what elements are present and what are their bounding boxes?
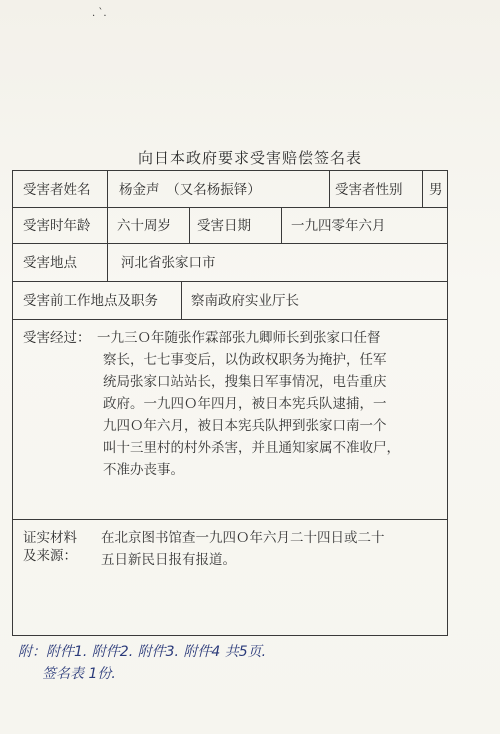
- row-divider: [13, 207, 447, 208]
- story-line: 叫十三里村的村外杀害，并且通知家属不准收尸，: [103, 440, 400, 456]
- column-divider: [329, 171, 330, 207]
- column-divider: [181, 281, 182, 319]
- form-title: 向日本政府要求受害赔偿签名表: [137, 149, 362, 167]
- evidence-text: [101, 527, 443, 571]
- gender-label: 受害者性别: [335, 182, 403, 198]
- row-divider: [13, 281, 447, 282]
- story-line: 九四Ｏ年六月，被日本宪兵队押到张家口南一个: [103, 418, 387, 434]
- story-line: 一九三Ｏ年随张作霖部张九卿师长到张家口任督: [97, 330, 381, 346]
- evidence-line: 五日新民日报有报道。: [101, 552, 236, 568]
- story-line: 统局张家口站站长，搜集日军事情况，电告重庆: [103, 374, 387, 390]
- age-value: 六十周岁: [117, 218, 171, 234]
- date-label: 受害日期: [197, 218, 251, 234]
- job-label: 受害前工作地点及职务: [23, 293, 158, 309]
- story-text: [97, 327, 443, 481]
- column-divider: [422, 171, 423, 207]
- place-label: 受害地点: [23, 255, 77, 271]
- evidence-label-source: 及来源：: [23, 548, 77, 564]
- name-label: 受害者姓名: [23, 182, 91, 198]
- name-value: 杨金声 （又名杨振铎）: [119, 182, 261, 198]
- story-line: 政府。一九四Ｏ年四月，被日本宪兵队逮捕，一: [103, 396, 387, 412]
- handwritten-form-count: 签名表 1份.: [42, 666, 116, 682]
- evidence-label: 证实材料: [23, 530, 77, 546]
- signature-form-table: [12, 170, 448, 636]
- column-divider: [281, 207, 282, 243]
- column-divider: [189, 207, 190, 243]
- story-label: 受害经过：: [23, 330, 91, 346]
- evidence-line: 在北京图书馆查一九四Ｏ年六月二十四日或二十: [101, 530, 385, 546]
- row-divider: [13, 243, 447, 244]
- handwritten-attachment-note: 附：附件1. 附件2. 附件3. 附件4 共5页.: [18, 644, 267, 660]
- row-divider: [13, 319, 447, 320]
- scan-mark: . ˋ.: [92, 8, 107, 19]
- story-line: 不准办丧事。: [103, 462, 184, 478]
- age-label: 受害时年龄: [23, 218, 91, 234]
- story-line: 察长，七七事变后，以伪政权职务为掩护，任军: [103, 352, 387, 368]
- column-divider: [107, 171, 108, 281]
- place-value: 河北省张家口市: [121, 255, 216, 271]
- date-value: 一九四零年六月: [291, 218, 386, 234]
- gender-value: 男: [429, 182, 443, 198]
- row-divider: [13, 519, 447, 520]
- job-value: 察南政府实业厅长: [191, 293, 299, 309]
